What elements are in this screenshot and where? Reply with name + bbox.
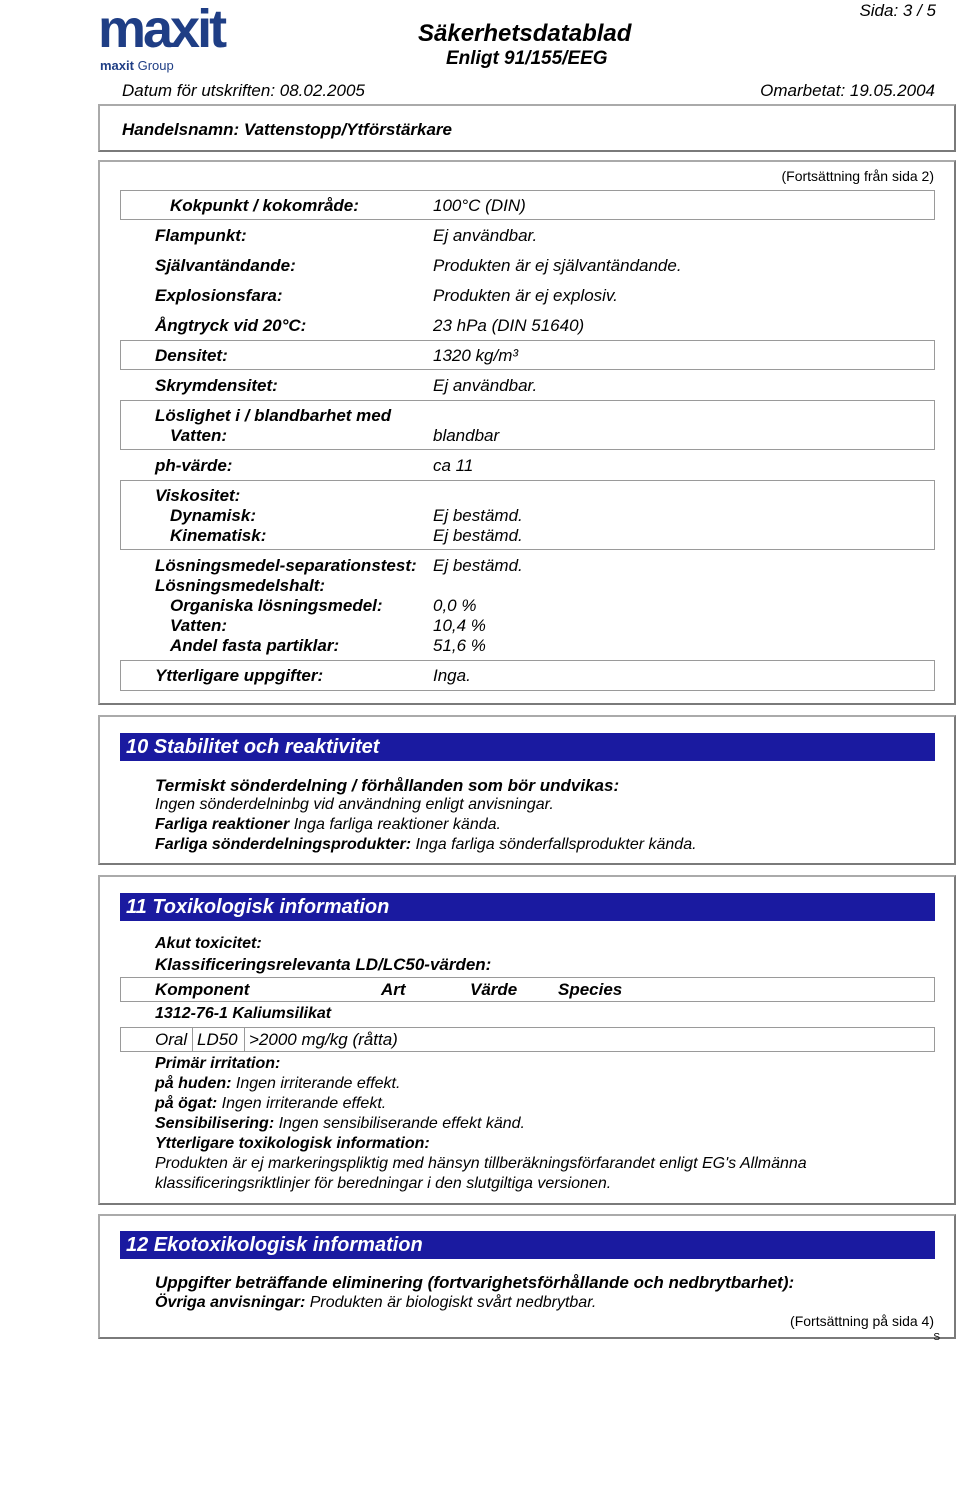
- water-label: Vatten:: [170, 426, 227, 445]
- solids-label: Andel fasta partiklar:: [170, 636, 340, 655]
- cell-value: >2000 mg/kg (råtta): [249, 1030, 398, 1049]
- primary-irritation-label: Primär irritation:: [155, 1055, 281, 1072]
- water2-label: Vatten:: [170, 616, 227, 635]
- print-date: Datum för utskriften: 08.02.2005: [122, 81, 365, 100]
- cell-type: LD50: [197, 1030, 238, 1049]
- ph-value: ca 11: [433, 456, 474, 475]
- cell-divider-1: [192, 1027, 193, 1052]
- solubility-label: Löslighet i / blandbarhet med: [155, 406, 392, 425]
- additional-label: Ytterligare uppgifter:: [155, 666, 324, 685]
- skin-line: på huden: Ingen irriterande effekt.: [155, 1075, 401, 1092]
- other-notes-line: Övriga anvisningar: Produkten är biologiskt svårt nedbrytbar.: [155, 1294, 597, 1311]
- more-tox-text-2: klassificeringsriktlinjer för beredningar i den slutgiltiga versionen.: [155, 1175, 612, 1192]
- more-tox-text-1: Produkten är ej markeringspliktig med hänsyn tillberäkningsförfarandet enligt EG's Allmänna: [155, 1155, 807, 1172]
- flash-value: Ej användbar.: [433, 226, 538, 245]
- component-name: 1312-76-1 Kaliumsilikat: [155, 1005, 332, 1022]
- decomp-line: Farliga sönderdelningsprodukter: Inga farliga sönderfallsprodukter kända.: [155, 836, 697, 853]
- ld-label: Klassificeringsrelevanta LD/LC50-värden:: [155, 955, 492, 974]
- kinematic-value: Ej bestämd.: [433, 526, 523, 545]
- ph-label: ph-värde:: [155, 456, 233, 475]
- acute-label: Akut toxicitet:: [155, 935, 262, 952]
- dynamic-value: Ej bestämd.: [433, 506, 523, 525]
- col-species: Species: [558, 980, 623, 999]
- organic-label: Organiska lösningsmedel:: [170, 596, 383, 615]
- thermal-label: Termiskt sönderdelning / förhållanden som bör undvikas:: [155, 776, 620, 795]
- additional-value: Inga.: [433, 666, 471, 685]
- revised-date: Omarbetat: 19.05.2004: [760, 81, 935, 100]
- eye-line: på ögat: Ingen irriterande effekt.: [155, 1095, 387, 1112]
- boiling-label: Kokpunkt / kokområde:: [170, 196, 359, 215]
- cell-route: Oral: [155, 1030, 188, 1049]
- row-band-2: [120, 340, 935, 370]
- solvent-content-label: Lösningsmedelshalt:: [155, 576, 326, 595]
- density-value: 1320 kg/m³: [433, 346, 519, 365]
- sensitisation-line: Sensibilisering: Ingen sensibiliserande effekt känd.: [155, 1115, 525, 1132]
- organic-value: 0,0 %: [433, 596, 477, 615]
- section12-title: 12 Ekotoxikologisk information: [120, 1231, 935, 1259]
- septest-value: Ej bestämd.: [433, 556, 523, 575]
- bulk-value: Ej användbar.: [433, 376, 538, 395]
- col-varde: Värde: [470, 980, 518, 999]
- flash-label: Flampunkt:: [155, 226, 247, 245]
- logo-wordmark: maxit: [98, 0, 225, 59]
- document-title: Säkerhetsdatablad: [418, 20, 632, 47]
- vapour-value: 23 hPa (DIN 51640): [433, 316, 585, 335]
- cell-divider-2: [244, 1027, 245, 1052]
- thermal-text: Ingen sönderdelninbg vid användning enligt anvisningar.: [155, 796, 554, 813]
- col-art: Art: [381, 980, 406, 999]
- continuation-to: (Fortsättning på sida 4): [790, 1313, 934, 1329]
- explosion-label: Explosionsfara:: [155, 286, 283, 305]
- septest-label: Lösningsmedel-separationstest:: [155, 556, 417, 575]
- section11-title: 11 Toxikologisk information: [120, 893, 935, 921]
- elimination-label: Uppgifter beträffande eliminering (fortvarighetsförhållande och nedbrytbarhet):: [155, 1273, 795, 1292]
- col-komponent: Komponent: [155, 980, 250, 999]
- page-number: Sida: 3 / 5: [859, 1, 936, 20]
- dynamic-label: Dynamisk:: [170, 506, 256, 525]
- viscosity-label: Viskositet:: [155, 486, 241, 505]
- water2-value: 10,4 %: [433, 616, 486, 635]
- kinematic-label: Kinematisk:: [170, 526, 267, 545]
- tox-table-row: [120, 1027, 935, 1052]
- density-label: Densitet:: [155, 346, 228, 365]
- explosion-value: Produkten är ej explosiv.: [433, 286, 618, 305]
- maxit-logo: [98, 0, 258, 74]
- vapour-label: Ångtryck vid 20°C:: [155, 316, 307, 335]
- document-subtitle: Enligt 91/155/EEG: [446, 48, 608, 69]
- reactions-line: Farliga reaktioner Inga farliga reaktioner kända.: [155, 816, 501, 833]
- selfign-value: Produkten är ej självantändande.: [433, 256, 682, 275]
- continuation-from: (Fortsättning från sida 2): [781, 168, 934, 184]
- footer-mark: S: [933, 1332, 940, 1343]
- water-value: blandbar: [433, 426, 500, 445]
- bulk-label: Skrymdensitet:: [155, 376, 278, 395]
- section10-title: 10 Stabilitet och reaktivitet: [120, 733, 935, 761]
- boiling-value: 100°C (DIN): [433, 196, 526, 215]
- trade-name: Handelsnamn: Vattenstopp/Ytförstärkare: [122, 120, 452, 139]
- solids-value: 51,6 %: [433, 636, 486, 655]
- more-tox-label: Ytterligare toxikologisk information:: [155, 1135, 430, 1152]
- selfign-label: Självantändande:: [155, 256, 296, 275]
- logo-group-text: maxit Group: [100, 58, 174, 73]
